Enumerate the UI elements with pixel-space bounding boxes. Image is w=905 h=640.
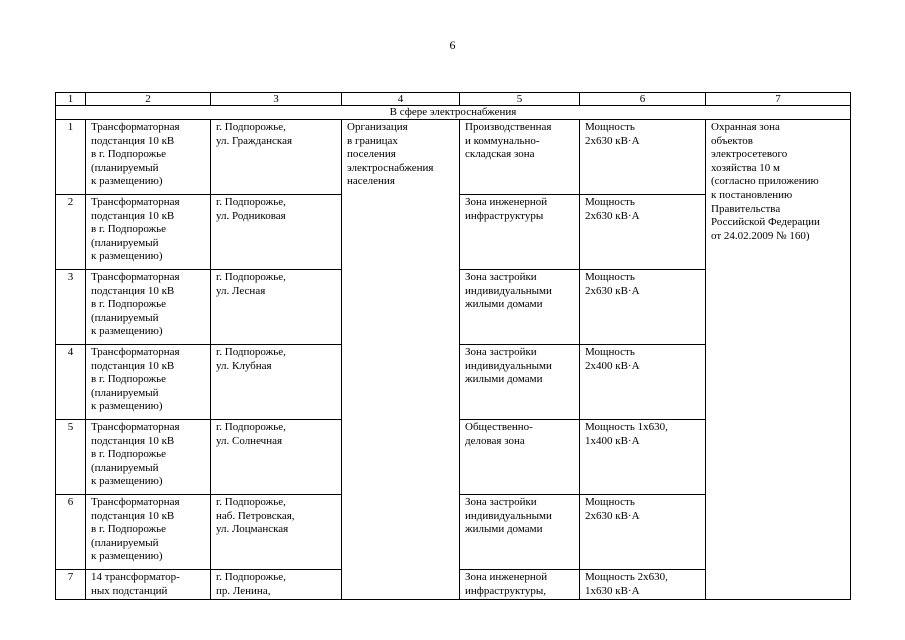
- facility-name-line: (планируемый: [91, 161, 159, 174]
- functional-zone-line: жилыми домами: [465, 298, 543, 311]
- facility-name: [86, 345, 211, 420]
- facility-name-line: ных подстанций: [91, 584, 168, 597]
- facility-location: [211, 495, 342, 570]
- facility-capacity-line: 1х400 кВ·А: [585, 434, 640, 447]
- row-number: 2: [56, 195, 86, 270]
- facility-location-line: г. Подпорожье,: [216, 421, 286, 433]
- protection-zone-line: (согласно приложению: [711, 175, 819, 188]
- functional-zone-line: инфраструктуры,: [465, 584, 546, 597]
- protection-zone-line: объектов: [711, 134, 753, 147]
- functional-zone-line: Зона застройки: [465, 271, 537, 283]
- facility-location: [211, 345, 342, 420]
- functional-zone-line: Зона инженерной: [465, 196, 548, 208]
- facility-location-line: ул. Лоцманская: [216, 523, 289, 536]
- protection-zone: [706, 120, 851, 600]
- facility-capacity: [580, 495, 706, 570]
- facility-location: [211, 120, 342, 195]
- facility-capacity-line: Мощность: [585, 271, 635, 283]
- facility-location-line: наб. Петровская,: [216, 509, 295, 522]
- functional-zone: [460, 270, 580, 345]
- functional-zone-line: индивидуальными: [465, 509, 552, 522]
- column-number-row: [56, 93, 851, 106]
- facility-name-line: к размещению): [91, 250, 163, 263]
- protection-zone-line: хозяйства 10 м: [711, 161, 780, 174]
- facility-location-line: г. Подпорожье,: [216, 571, 286, 583]
- table-row: [56, 120, 851, 195]
- section-title: В сфере электроснабжения: [56, 106, 851, 120]
- facility-location: [211, 195, 342, 270]
- facility-location-line: г. Подпорожье,: [216, 121, 286, 133]
- facility-name-line: подстанция 10 кВ: [91, 209, 175, 222]
- facility-name: [86, 570, 211, 600]
- facility-location-line: ул. Гражданская: [216, 134, 293, 147]
- facility-location-line: пр. Ленина,: [216, 584, 271, 597]
- functional-zone-line: жилыми домами: [465, 523, 543, 536]
- functional-zone: [460, 570, 580, 600]
- facility-location: [211, 420, 342, 495]
- protection-zone-line: Правительства: [711, 202, 781, 215]
- functional-zone: [460, 120, 580, 195]
- column-header: 1: [56, 93, 86, 106]
- facility-purpose-line: электроснабжения: [347, 161, 434, 174]
- protection-zone-line: Охранная зона: [711, 121, 780, 133]
- functional-zone-line: жилыми домами: [465, 373, 543, 386]
- facility-capacity-line: Мощность: [585, 121, 635, 133]
- facility-capacity-line: Мощность 1х630,: [585, 421, 668, 433]
- facility-purpose-line: в границах: [347, 134, 398, 147]
- facility-capacity: [580, 570, 706, 600]
- facility-capacity-line: 2х630 кВ·А: [585, 209, 640, 222]
- facility-capacity-line: 2х630 кВ·А: [585, 134, 640, 147]
- facility-location: [211, 270, 342, 345]
- functional-zone-line: Зона инженерной: [465, 571, 548, 583]
- facility-name-line: в г. Подпорожье: [91, 448, 167, 461]
- column-header: 3: [211, 93, 342, 106]
- facility-name-line: к размещению): [91, 400, 163, 413]
- protection-zone-line: от 24.02.2009 № 160): [711, 229, 810, 242]
- section-row: [56, 106, 851, 120]
- facility-name-line: Трансформаторная: [91, 421, 180, 433]
- column-header: 4: [342, 93, 460, 106]
- facility-location-line: г. Подпорожье,: [216, 496, 286, 508]
- functional-zone: [460, 495, 580, 570]
- facility-name-line: подстанция 10 кВ: [91, 509, 175, 522]
- facility-name-line: подстанция 10 кВ: [91, 284, 175, 297]
- facility-capacity-line: 2х400 кВ·А: [585, 359, 640, 372]
- facility-purpose: [342, 120, 460, 600]
- facility-location: [211, 570, 342, 600]
- facility-name: [86, 495, 211, 570]
- facility-location-line: ул. Солнечная: [216, 434, 283, 447]
- facility-name-line: подстанция 10 кВ: [91, 434, 175, 447]
- row-number: 6: [56, 495, 86, 570]
- facility-name-line: в г. Подпорожье: [91, 298, 167, 311]
- protection-zone-line: Российской Федерации: [711, 216, 820, 229]
- facility-location-line: г. Подпорожье,: [216, 346, 286, 358]
- page-number: 6: [449, 38, 456, 52]
- functional-zone-line: Зона застройки: [465, 496, 537, 508]
- facility-name: [86, 270, 211, 345]
- column-header: 5: [460, 93, 580, 106]
- facility-location-line: ул. Лесная: [216, 284, 266, 297]
- functional-zone-line: индивидуальными: [465, 359, 552, 372]
- facility-name-line: (планируемый: [91, 461, 159, 474]
- facilities-table: [55, 92, 851, 600]
- facility-name-line: подстанция 10 кВ: [91, 134, 175, 147]
- functional-zone-line: складская зона: [465, 148, 535, 161]
- functional-zone-line: инфраструктуры: [465, 209, 544, 222]
- facility-capacity-line: Мощность: [585, 196, 635, 208]
- functional-zone-line: деловая зона: [465, 434, 525, 447]
- functional-zone-line: Производственная: [465, 121, 552, 133]
- facility-capacity-line: 2х630 кВ·А: [585, 509, 640, 522]
- facility-name-line: Трансформаторная: [91, 196, 180, 208]
- facility-name-line: (планируемый: [91, 536, 159, 549]
- facility-capacity-line: 2х630 кВ·А: [585, 284, 640, 297]
- facility-name-line: к размещению): [91, 475, 163, 488]
- facility-capacity: [580, 420, 706, 495]
- facility-name-line: в г. Подпорожье: [91, 148, 167, 161]
- facility-capacity-line: 1х630 кВ·А: [585, 584, 640, 597]
- facility-purpose-line: Организация: [347, 121, 408, 133]
- facility-purpose-line: поселения: [347, 148, 396, 161]
- facility-name-line: Трансформаторная: [91, 271, 180, 283]
- facility-location-line: ул. Клубная: [216, 359, 272, 372]
- functional-zone-line: индивидуальными: [465, 284, 552, 297]
- column-header: 7: [706, 93, 851, 106]
- functional-zone: [460, 420, 580, 495]
- facility-name-line: в г. Подпорожье: [91, 223, 167, 236]
- functional-zone-line: Зона застройки: [465, 346, 537, 358]
- column-header: 2: [86, 93, 211, 106]
- functional-zone: [460, 195, 580, 270]
- facility-capacity-line: Мощность: [585, 496, 635, 508]
- facility-capacity: [580, 195, 706, 270]
- facility-name-line: к размещению): [91, 550, 163, 563]
- functional-zone: [460, 345, 580, 420]
- facility-name: [86, 120, 211, 195]
- facility-name-line: подстанция 10 кВ: [91, 359, 175, 372]
- facility-location-line: г. Подпорожье,: [216, 196, 286, 208]
- protection-zone-line: электросетевого: [711, 148, 788, 161]
- facility-name-line: Трансформаторная: [91, 496, 180, 508]
- facility-name-line: Трансформаторная: [91, 121, 180, 133]
- facility-capacity-line: Мощность: [585, 346, 635, 358]
- facility-name-line: в г. Подпорожье: [91, 523, 167, 536]
- row-number: 1: [56, 120, 86, 195]
- row-number: 7: [56, 570, 86, 600]
- facility-capacity: [580, 345, 706, 420]
- facility-capacity-line: Мощность 2х630,: [585, 571, 668, 583]
- row-number: 3: [56, 270, 86, 345]
- functional-zone-line: и коммунально-: [465, 134, 540, 147]
- column-header: 6: [580, 93, 706, 106]
- facility-name-line: к размещению): [91, 325, 163, 338]
- functional-zone-line: Общественно-: [465, 421, 533, 433]
- row-number: 5: [56, 420, 86, 495]
- facility-name-line: в г. Подпорожье: [91, 373, 167, 386]
- facility-name-line: (планируемый: [91, 236, 159, 249]
- facility-location-line: г. Подпорожье,: [216, 271, 286, 283]
- facility-name-line: Трансформаторная: [91, 346, 180, 358]
- facility-capacity: [580, 270, 706, 345]
- row-number: 4: [56, 345, 86, 420]
- facility-purpose-line: населения: [347, 175, 395, 188]
- facility-location-line: ул. Родниковая: [216, 209, 286, 222]
- facility-name-line: 14 трансформатор-: [91, 571, 180, 583]
- protection-zone-line: к постановлению: [711, 188, 793, 201]
- facility-name: [86, 420, 211, 495]
- facility-name-line: (планируемый: [91, 386, 159, 399]
- facility-capacity: [580, 120, 706, 195]
- facility-name-line: (планируемый: [91, 311, 159, 324]
- facility-name-line: к размещению): [91, 175, 163, 188]
- facility-name: [86, 195, 211, 270]
